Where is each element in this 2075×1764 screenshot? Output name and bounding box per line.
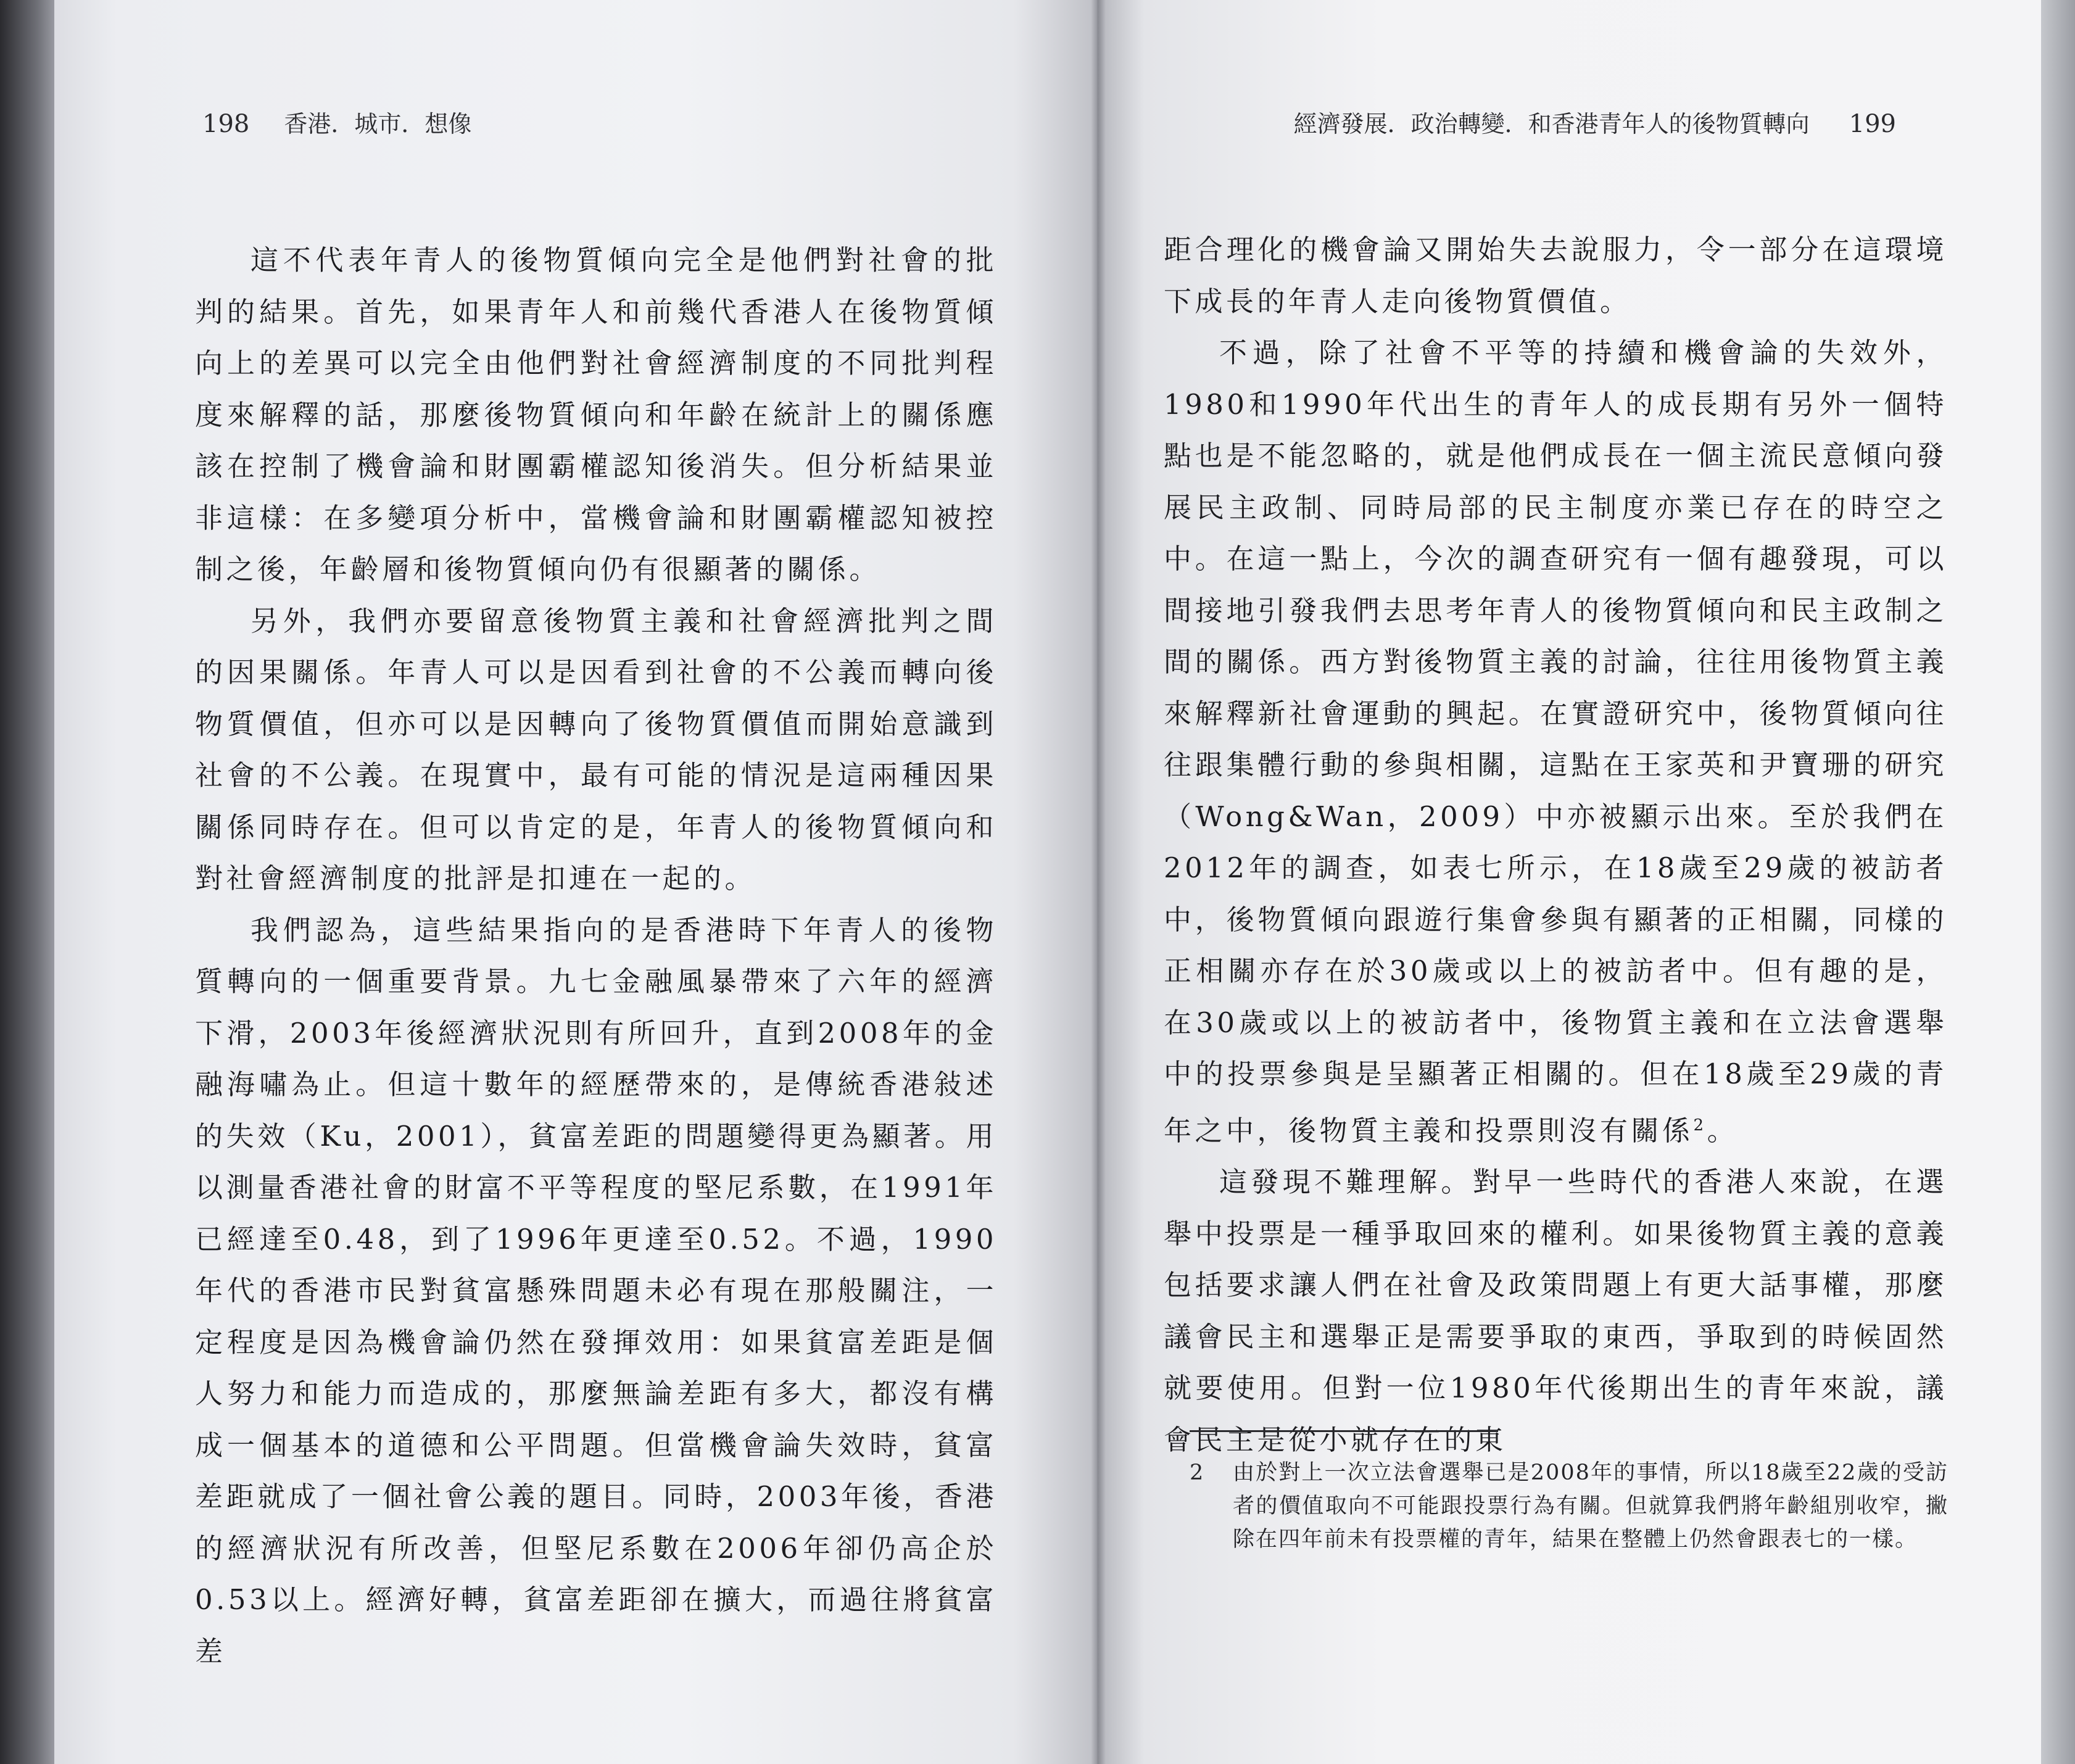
right-body-text <box>1164 224 1947 1465</box>
running-head-left: 香港．城市．想像 <box>284 110 472 138</box>
footnote-number: 2 <box>1190 1460 1205 1485</box>
paragraph: 另外，我們亦要留意後物質主義和社會經濟批判之間的因果關係。年青人可以是因看到社會的不公義而轉向後物質價值，但亦可以是因轉向了後物質價值而開始意識到社會的不公義。在現實中，最有可能的情況是這兩種因果關係同時存在。但可以肯定的是，年青人的後物質傾向和對社會經濟制度的批評是扣連在一起的。 <box>195 604 997 895</box>
paragraph-end: 。 <box>1707 1114 1739 1147</box>
left-page <box>54 0 1097 1764</box>
background-right-edge <box>2038 0 2075 1764</box>
footnote-marker: 2 <box>1693 1116 1707 1135</box>
book-gutter <box>1091 0 1106 1764</box>
page-number-left: 198 <box>202 110 250 138</box>
running-head-right: 經濟發展．政治轉變．和香港青年人的後物質轉向 <box>1293 110 1810 138</box>
footnote-rule <box>1190 1430 1498 1432</box>
paragraph-continuation: 距合理化的機會論又開始失去說服力，令一部分在這環境下成長的年青人走向後物質價值。 <box>1164 233 1947 318</box>
paragraph: 這發現不難理解。對早一些時代的香港人來說，在選舉中投票是一種爭取回來的權利。如果後物質主義的意義包括要求讓人們在社會及政策問題上有更大話事權，那麼議會民主和選舉正是需要爭取的東西，爭取到的時候固然就要使用。但對一位1980年代後期出生的青年來說，議會民主是從小就存在的東 <box>1164 1166 1947 1456</box>
footnote-text: 由於對上一次立法會選舉已是2008年的事情，所以18歲至22歲的受訪者的價值取向不可能跟投票行為有關。但就算我們將年齡組別收窄，撇除在四年前未有投票權的青年，結果在整體上仍然會跟表七的一樣。 <box>1233 1460 1949 1552</box>
right-running-header <box>1294 105 1896 139</box>
right-page <box>1097 0 2041 1764</box>
page-number-right: 199 <box>1849 110 1896 138</box>
left-running-header <box>202 105 471 139</box>
paragraph-text: 不過，除了社會不平等的持續和機會論的失效外，1980和1990年代出生的青年人的成長期有另外一個特點也是不能忽略的，就是他們成長在一個主流民意傾向發展民主政制、同時局部的民主制度亦業已存在的時空之中。在這一點上，今次的調查研究有一個有趣發現，可以間接地引發我們去思考年青人的後物質傾向和民主政制之間的關係。西方對後物質主義的討論，往往用後物質主義來解釋新社會運動的興起。在實證研究中，後物質傾向往往跟集體行動的參與相關，這點在王家英和尹寶珊的研究（Wong&Wan，2009）中亦被顯示出來。至於我們在2012年的調查，如表七所示，在18歲至29歲的被訪者中，後物質傾向跟遊行集會參與有顯著的正相關，同樣的正相關亦存在於30歲或以上的被訪者中。但有趣的是，在30歲或以上的被訪者中，後物質主義和在立法會選舉中的投票參與是呈顯著正相關的。但在18歲至29歲的青年之中，後物質主義和投票則沒有關係 <box>1164 336 1947 1147</box>
paragraph: 這不代表年青人的後物質傾向完全是他們對社會的批判的結果。首先，如果青年人和前幾代香港人在後物質傾向上的差異可以完全由他們對社會經濟制度的不同批判程度來解釋的話，那麼後物質傾向和年齡在統計上的關係應該在控制了機會論和財團霸權認知後消失。但分析結果並非這樣：在多變項分析中，當機會論和財團霸權認知被控制之後，年齡層和後物質傾向仍有很顯著的關係。 <box>195 244 997 586</box>
footnote <box>1190 1456 1949 1556</box>
left-body-text <box>195 234 997 1677</box>
paragraph <box>1164 327 1947 1156</box>
paragraph: 我們認為，這些結果指向的是香港時下年青人的後物質轉向的一個重要背景。九七金融風暴帶來了六年的經濟下滑，2003年後經濟狀況則有所回升，直到2008年的金融海嘯為止。但這十數年的經歷帶來的，是傳統香港敍述的失效（Ku，2001），貧富差距的問題變得更為顯著。用以測量香港社會的財富不平等程度的堅尼系數，在1991年已經達至0.48，到了1996年更達至0.52。不過，1990年代的香港市民對貧富懸殊問題未必有現在那般關注，一定程度是因為機會論仍然在發揮效用：如果貧富差距是個人努力和能力而造成的，那麼無論差距有多大，都沒有構成一個基本的道德和公平問題。但當機會論失效時，貧富差距就成了一個社會公義的題目。同時，2003年後，香港的經濟狀況有所改善，但堅尼系數在2006年卻仍高企於0.53以上。經濟好轉，貧富差距卻在擴大，而過往將貧富差 <box>195 913 997 1668</box>
